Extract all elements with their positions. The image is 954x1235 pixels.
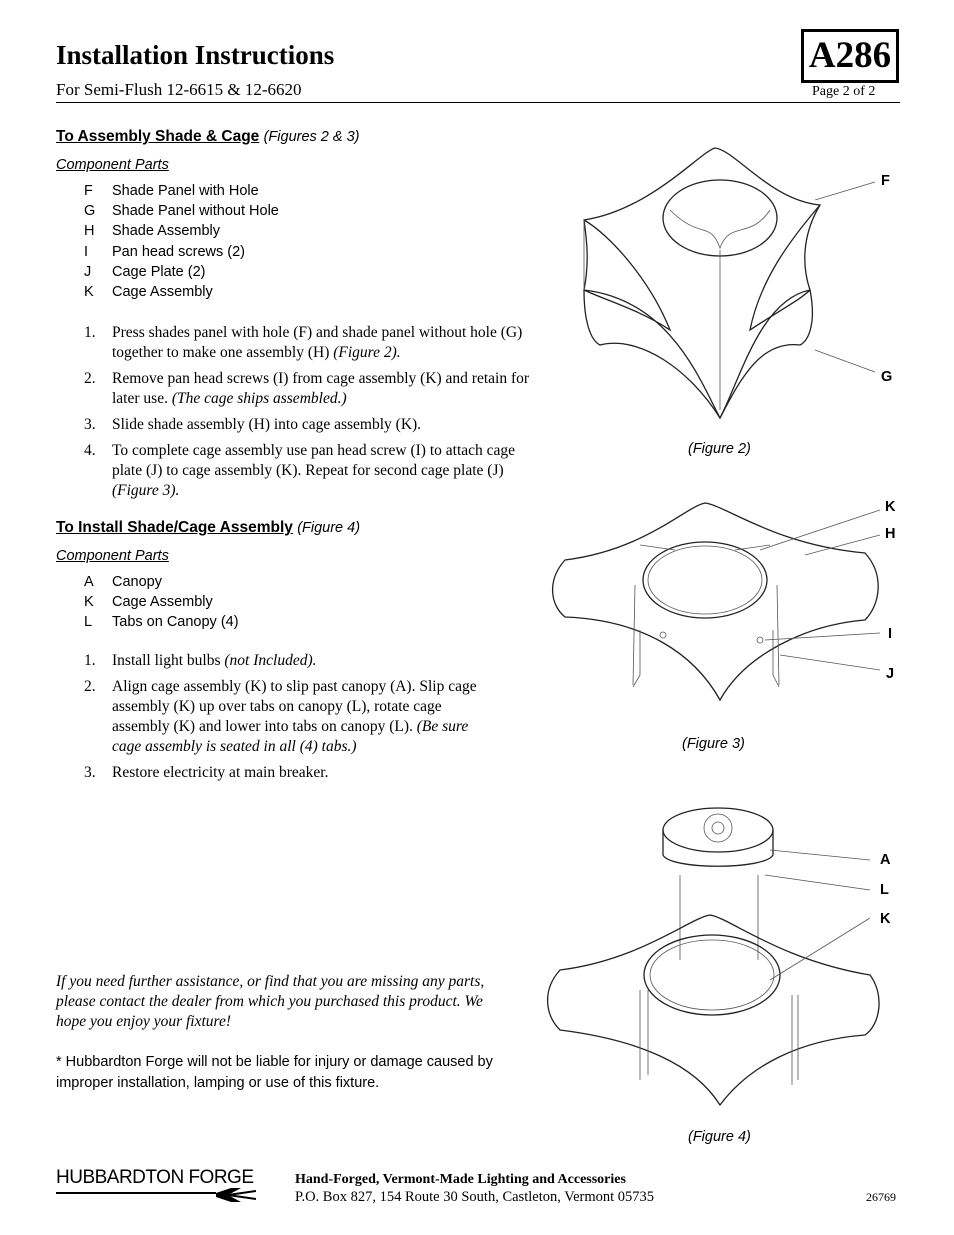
document-number: 26769 xyxy=(866,1190,896,1204)
section1-figure-ref: (Figures 2 & 3) xyxy=(263,129,360,145)
step-item: 2. Remove pan head screws (I) from cage assembly (K) and retain for later use. (The cage ships assembled.) xyxy=(84,370,530,407)
part-row: L Tabs on Canopy (4) xyxy=(84,614,239,631)
figure3-label-j: J xyxy=(886,666,895,682)
step-item: 3. Slide shade assembly (H) into cage assembly (K). xyxy=(84,416,422,433)
leader-line-l xyxy=(765,875,870,890)
section1-component-label: Component Parts xyxy=(56,157,169,173)
assistance-note: If you need further assistance, or find that you are missing any parts, please contact the dealer from which you purchased this product. We hope you enjoy your fixture! xyxy=(56,973,485,1030)
section1-steps xyxy=(84,323,530,507)
canopy-illustration xyxy=(663,808,773,866)
shade-cage-illustration xyxy=(553,503,879,700)
header-divider xyxy=(56,102,900,103)
figure3-label-i: I xyxy=(888,626,893,642)
footer-address: P.O. Box 827, 154 Route 30 South, Castleton, Vermont 05735 xyxy=(295,1189,655,1205)
figure2-drawing xyxy=(560,140,893,430)
figure4-label-k: K xyxy=(880,911,891,927)
figure2-label-f: F xyxy=(881,173,890,189)
figure4-drawing xyxy=(540,800,885,1120)
document-subtitle: For Semi-Flush 12-6615 & 12-6620 xyxy=(56,80,302,99)
part-row: K Cage Assembly xyxy=(84,284,213,301)
section1-heading xyxy=(56,128,360,146)
figure4-label-l: L xyxy=(880,882,889,898)
company-logo xyxy=(56,1168,256,1207)
part-row: J Cage Plate (2) xyxy=(84,263,206,280)
cage-shade-illustration xyxy=(548,875,879,1105)
leader-line-k xyxy=(760,510,880,550)
leader-line-g xyxy=(815,350,875,372)
figure3-drawing xyxy=(545,495,885,710)
section1-title: To Assembly Shade & Cage xyxy=(56,128,260,145)
leader-line-f xyxy=(815,182,875,200)
section2-steps xyxy=(84,651,512,789)
leader-line-i xyxy=(765,633,880,640)
figure2-caption: (Figure 2) xyxy=(688,441,751,457)
figure2-label-g: G xyxy=(881,369,893,385)
leader-line-a xyxy=(770,850,870,860)
page-indicator: Page 2 of 2 xyxy=(812,84,876,99)
footer-tagline: Hand-Forged, Vermont-Made Lighting and Accessories xyxy=(295,1172,626,1187)
part-row: F Shade Panel with Hole xyxy=(84,183,259,199)
figure3-label-h: H xyxy=(885,526,896,542)
part-row: A Canopy xyxy=(84,574,162,590)
shade-panels-illustration xyxy=(584,148,820,418)
leader-line-k xyxy=(770,918,870,980)
part-row: G Shade Panel without Hole xyxy=(84,203,279,220)
leader-line-j xyxy=(780,655,880,670)
doc-code-box: A286 xyxy=(801,29,899,83)
figure4-caption: (Figure 4) xyxy=(688,1129,751,1145)
step-item: 4. To complete cage assembly use pan head screw (I) to attach cage plate (J) to cage assembly (K). Repeat for second cage plate (J) (Figure 3). xyxy=(84,442,516,499)
section2-heading xyxy=(56,519,360,537)
figure3-label-k: K xyxy=(885,499,896,515)
step-item: 3. Restore electricity at main breaker. xyxy=(84,764,329,781)
part-row: I Pan head screws (2) xyxy=(84,243,245,260)
section2-component-label: Component Parts xyxy=(56,548,169,564)
part-row: K Cage Assembly xyxy=(84,594,213,611)
figure3-caption: (Figure 3) xyxy=(682,736,745,752)
section2-title: To Install Shade/Cage Assembly xyxy=(56,519,293,536)
logo-tongs-icon xyxy=(56,1188,256,1202)
part-row: H Shade Assembly xyxy=(84,223,221,240)
step-item: 1. Install light bulbs (not Included). xyxy=(84,652,317,669)
logo-wordmark: HUBBARDTON FORGE xyxy=(56,1167,254,1188)
document-title: Installation Instructions xyxy=(56,40,335,70)
step-item: 2. Align cage assembly (K) to slip past canopy (A). Slip cage assembly (K) up over tabs on canopy (L), rotate cage assembly (K) and lower into tabs on canopy (L). (Be sure cage assembly is seated in all (4) tabs.) xyxy=(84,678,477,755)
section2-parts-list xyxy=(84,572,239,633)
liability-disclaimer: * Hubbardton Forge will not be liable for injury or damage caused by improper installation, lamping or use of this fixture. xyxy=(56,1054,493,1091)
section1-parts-list xyxy=(84,181,279,302)
step-item: 1. Press shades panel with hole (F) and shade panel without hole (G) together to make one assembly (H) (Figure 2). xyxy=(84,324,523,361)
figure4-label-a: A xyxy=(880,852,891,868)
section2-figure-ref: (Figure 4) xyxy=(297,520,361,536)
